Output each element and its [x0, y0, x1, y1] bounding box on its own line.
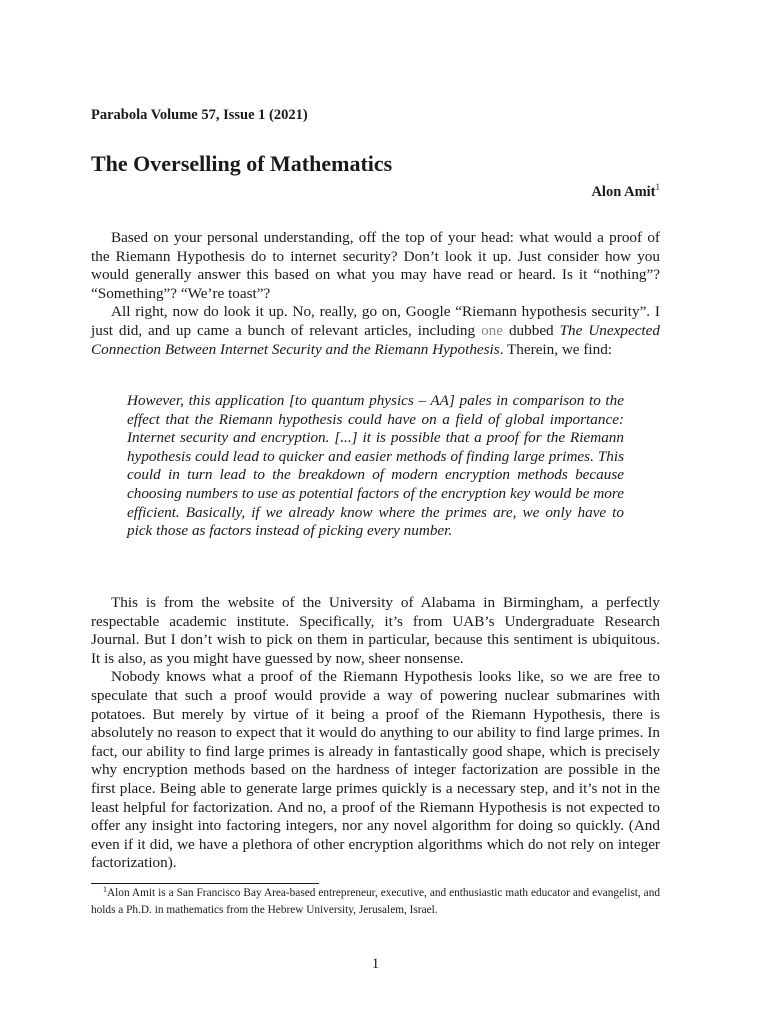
paragraph-intro: Based on your personal understanding, off the top of your head: what would a proof of the Riemann Hypothesis do to internet security? Don’t look it up. Just consider how you would generally answer this based on what you may have read or heard. Is it “nothing”? “Something”? “We’re toast”? — [91, 229, 660, 302]
paragraph-nobody-knows: Nobody knows what a proof of the Riemann Hypothesis looks like, so we are free to speculate that such a proof would provide a way of powering nuclear submarines with potatoes. But merely by virtue of it being a proof of the Riemann Hypothesis, there is absolutely no reason to expect that it would do anything to our ability to find large primes. In fact, our ability to find large primes is already in fantastically good shape, which is precisely why encryption methods based on the hardness of integer factorization are possible in the first place. Being able to generate large primes quickly is a necessary step, and it’s not in the least helpful for factorization. And no, a proof of the Riemann Hypothesis is not expected to offer any insight into factoring integers, nor any novel algorithm for doing so quickly. (And even if it did, we have a plethora of other encryption algorithms which do not rely on integer factorization). — [91, 668, 660, 872]
page-number: 1 — [371, 956, 380, 972]
cited-article-title: The Unexpected Connection Between Internet Security and the Riemann Hypothesis — [91, 321, 660, 358]
block-quote — [127, 392, 624, 541]
journal-header: Parabola Volume 57, Issue 1 (2021) — [91, 107, 308, 123]
author-footnote-mark[interactable]: 1 — [655, 182, 660, 192]
author-line — [591, 183, 660, 201]
paragraph-uab: This is from the website of the University of Alabama in Birmingham, a perfectly respectable academic institute. Specifically, it’s from UAB’s Undergraduate Research Journal. But I don’t wish to pick on them in particular, because this sentiment is ubiquitous. It is also, as you might have guessed by now, sheer nonsense. — [91, 594, 660, 667]
footnote-text: Alon Amit is a San Francisco Bay Area-based entrepreneur, executive, and enthusiastic math educator and evangelist, and holds a Ph.D. in mathematics from the Hebrew University, Jerusalem, Israel. — [91, 887, 660, 916]
footnote-divider — [91, 883, 319, 884]
document-page — [91, 0, 660, 1024]
paragraph-lookup-dubbed: dubbed — [503, 321, 560, 339]
article-title: The Overselling of Mathematics — [91, 151, 393, 176]
quote-text: However, this application [to quantum physics – AA] pales in comparison to the effect that the Riemann hypothesis could have on a field of global importance: Internet security and encryption. [...] it is possible that a proof for the Riemann hypothesis could lead to quicker and easier methods of finding large primes. This could in turn lead to the breakdown of modern encryption methods because choosing numbers to use as potential factors of the encryption key would be more efficient. Basically, if we already know where the primes are, we only have to pick those as factors instead of picking every number. — [127, 392, 624, 540]
paragraph-lookup-text: All right, now do look it up. No, really, go on, Google “Riemann hypothesis security”. I just did, and up came a bunch of relevant articles, including — [91, 303, 660, 339]
author-name: Alon Amit — [591, 184, 656, 200]
paragraph-lookup — [91, 303, 660, 359]
article-link[interactable]: one — [481, 321, 503, 339]
paragraph-lookup-end: . Therein, we find: — [499, 340, 613, 358]
footnote-mark: 1 — [103, 885, 107, 894]
footnote — [91, 885, 660, 918]
main-paragraphs — [91, 594, 660, 873]
intro-paragraphs — [91, 229, 660, 359]
